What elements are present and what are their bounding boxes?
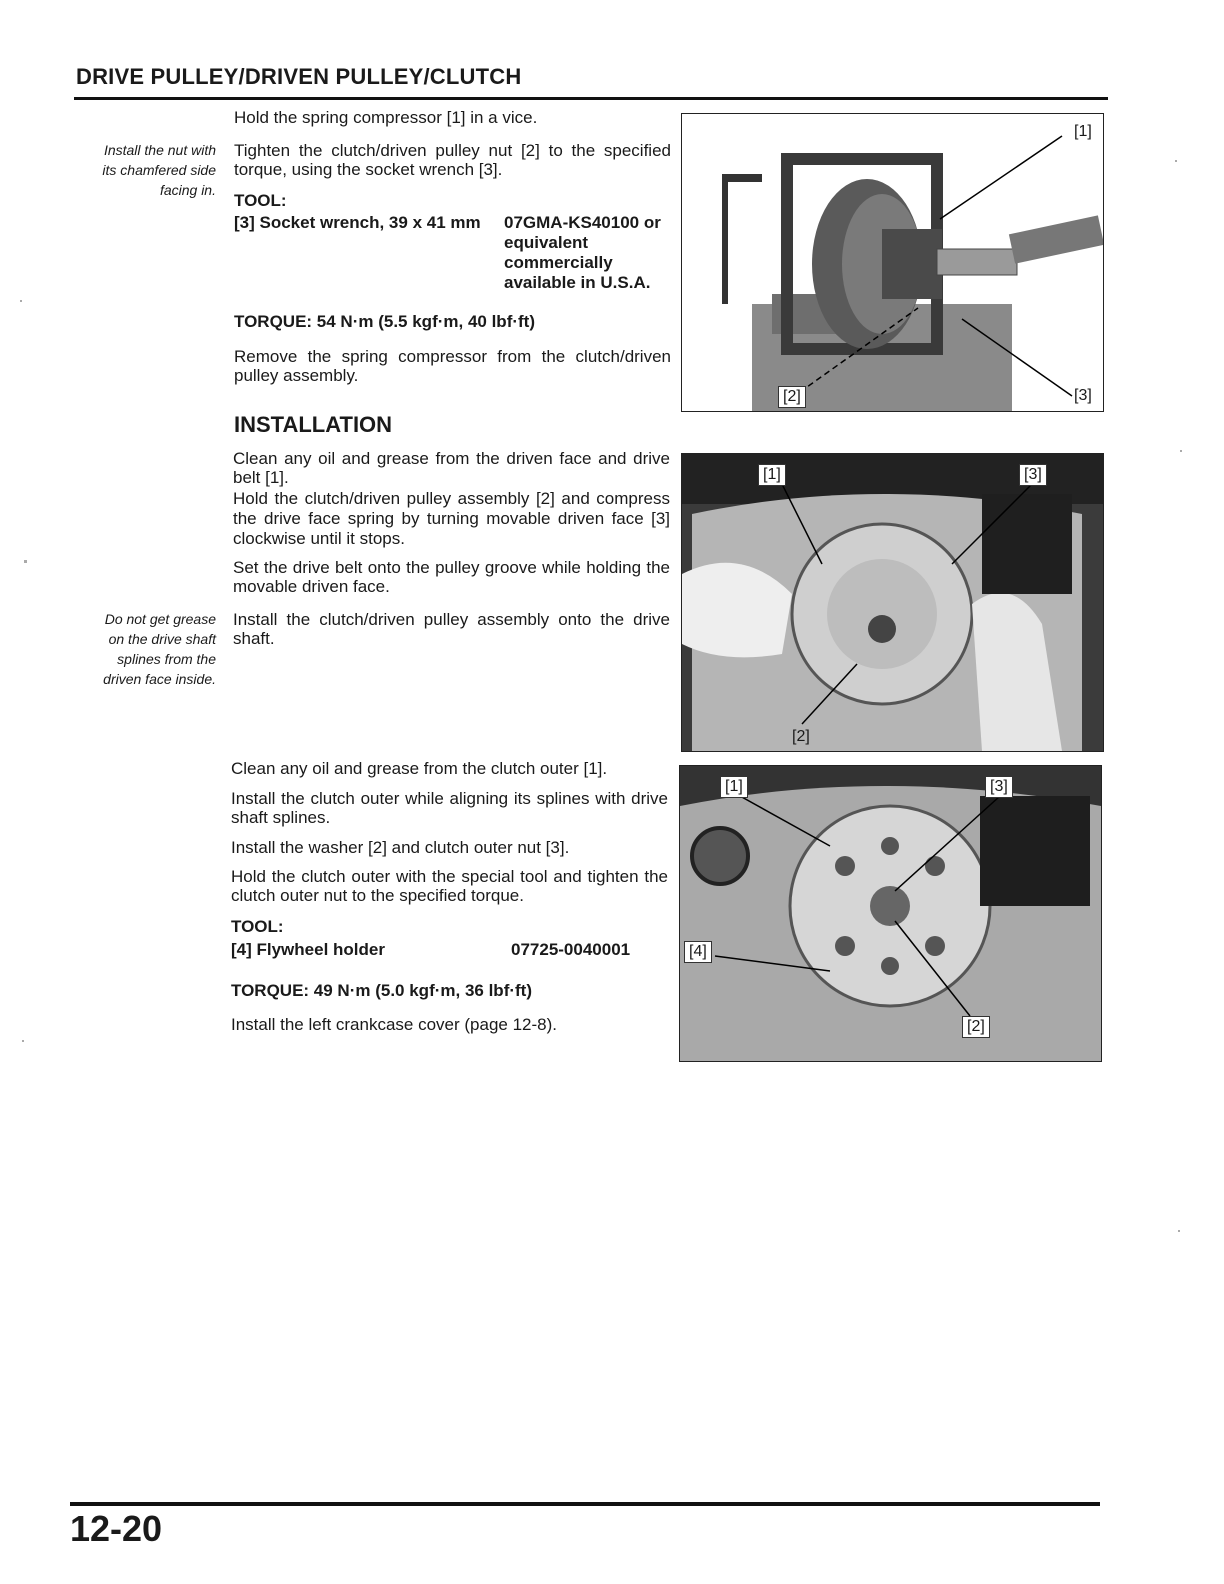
tool-socket-wrench: [3] Socket wrench, 39 x 41 mm [234, 213, 481, 232]
note-line: Install the nut with [103, 142, 216, 158]
step-install-washer: Install the washer [2] and clutch outer nut [3]. [231, 838, 570, 857]
figure-clutch-outer-install-drawing [680, 766, 1101, 1061]
scan-speck [20, 300, 22, 302]
step-clean-clutch-outer: Clean any oil and grease from the clutch outer [1]. [231, 759, 608, 778]
torque-spec-2: TORQUE: 49 N·m (5.0 kgf·m, 36 lbf·ft) [231, 981, 532, 1000]
scan-speck [24, 560, 27, 563]
callout-3: [3] [1019, 464, 1047, 486]
callout-3: [3] [985, 776, 1013, 798]
figure-driven-pulley-install [681, 453, 1104, 752]
step-hold-clutch-outer: Hold the clutch outer with the special tool and tighten the clutch outer nut to the specified torque. [231, 867, 668, 905]
page-title: DRIVE PULLEY/DRIVEN PULLEY/CLUTCH [76, 64, 522, 89]
page-number: 12-20 [70, 1508, 163, 1549]
torque-spec-1: TORQUE: 54 N·m (5.5 kgf·m, 40 lbf·ft) [234, 312, 535, 331]
installation-heading: INSTALLATION [234, 412, 393, 437]
note-line: facing in. [159, 182, 216, 198]
figure-clutch-outer-install [679, 765, 1102, 1062]
step-hold-compressor: Hold the spring compressor [1] in a vice. [234, 108, 538, 127]
step-clean-driven-face: Clean any oil and grease from the driven face and drive belt [1]. [233, 449, 670, 487]
note-line: its chamfered side [102, 162, 216, 178]
note-line: on the drive shaft [108, 631, 216, 647]
tool-heading-2: TOOL: [231, 917, 284, 936]
step-tighten-nut: Tighten the clutch/driven pulley nut [2] to the specified torque, using the socket wrench [3]. [234, 141, 671, 179]
tool-number-line: commercially [504, 253, 613, 272]
tool-number-flywheel: 07725-0040001 [511, 940, 631, 959]
scan-speck [22, 1040, 24, 1042]
step-compress-spring: Hold the clutch/driven pulley assembly [2] and compress the drive face spring by turning movable driven face [3] clockwise until it stops. [233, 489, 670, 548]
tool-number-line: available in U.S.A. [504, 273, 651, 292]
step-remove-compressor: Remove the spring compressor from the clutch/driven pulley assembly. [234, 347, 671, 385]
note-line: Do not get grease [104, 611, 216, 627]
note-line: driven face inside. [103, 671, 216, 687]
tool-heading: TOOL: [234, 191, 287, 210]
callout-2: [2] [962, 1016, 990, 1038]
step-install-clutch-outer: Install the clutch outer while aligning its splines with drive shaft splines. [231, 789, 668, 827]
scan-speck [1178, 1230, 1180, 1232]
step-set-belt: Set the drive belt onto the pulley groove while holding the movable driven face. [233, 558, 670, 596]
footer-rule [70, 1502, 1100, 1506]
side-note-grease [76, 609, 216, 689]
side-note-nut [76, 140, 216, 200]
tool-number-line: 07GMA-KS40100 or [504, 213, 661, 232]
tool-number-socket [504, 213, 684, 293]
note-line: splines from the [117, 651, 216, 667]
callout-2: [2] [778, 386, 806, 408]
callout-2: [2] [792, 728, 810, 745]
callout-1: [1] [720, 776, 748, 798]
callout-1: [1] [758, 464, 786, 486]
scan-speck [1180, 450, 1182, 452]
callout-1: [1] [1074, 123, 1092, 140]
figure-driven-pulley-install-drawing [682, 454, 1103, 751]
figure-spring-compressor-drawing [682, 114, 1103, 411]
callout-4: [4] [684, 941, 712, 963]
callout-3: [3] [1074, 387, 1092, 404]
step-install-assembly: Install the clutch/driven pulley assembly onto the drive shaft. [233, 610, 670, 648]
header-rule [74, 97, 1108, 100]
scan-speck [1175, 160, 1177, 162]
tool-number-line: equivalent [504, 233, 589, 252]
tool-flywheel-holder: [4] Flywheel holder [231, 940, 385, 959]
step-install-cover: Install the left crankcase cover (page 12-8). [231, 1015, 557, 1034]
figure-spring-compressor [681, 113, 1104, 412]
